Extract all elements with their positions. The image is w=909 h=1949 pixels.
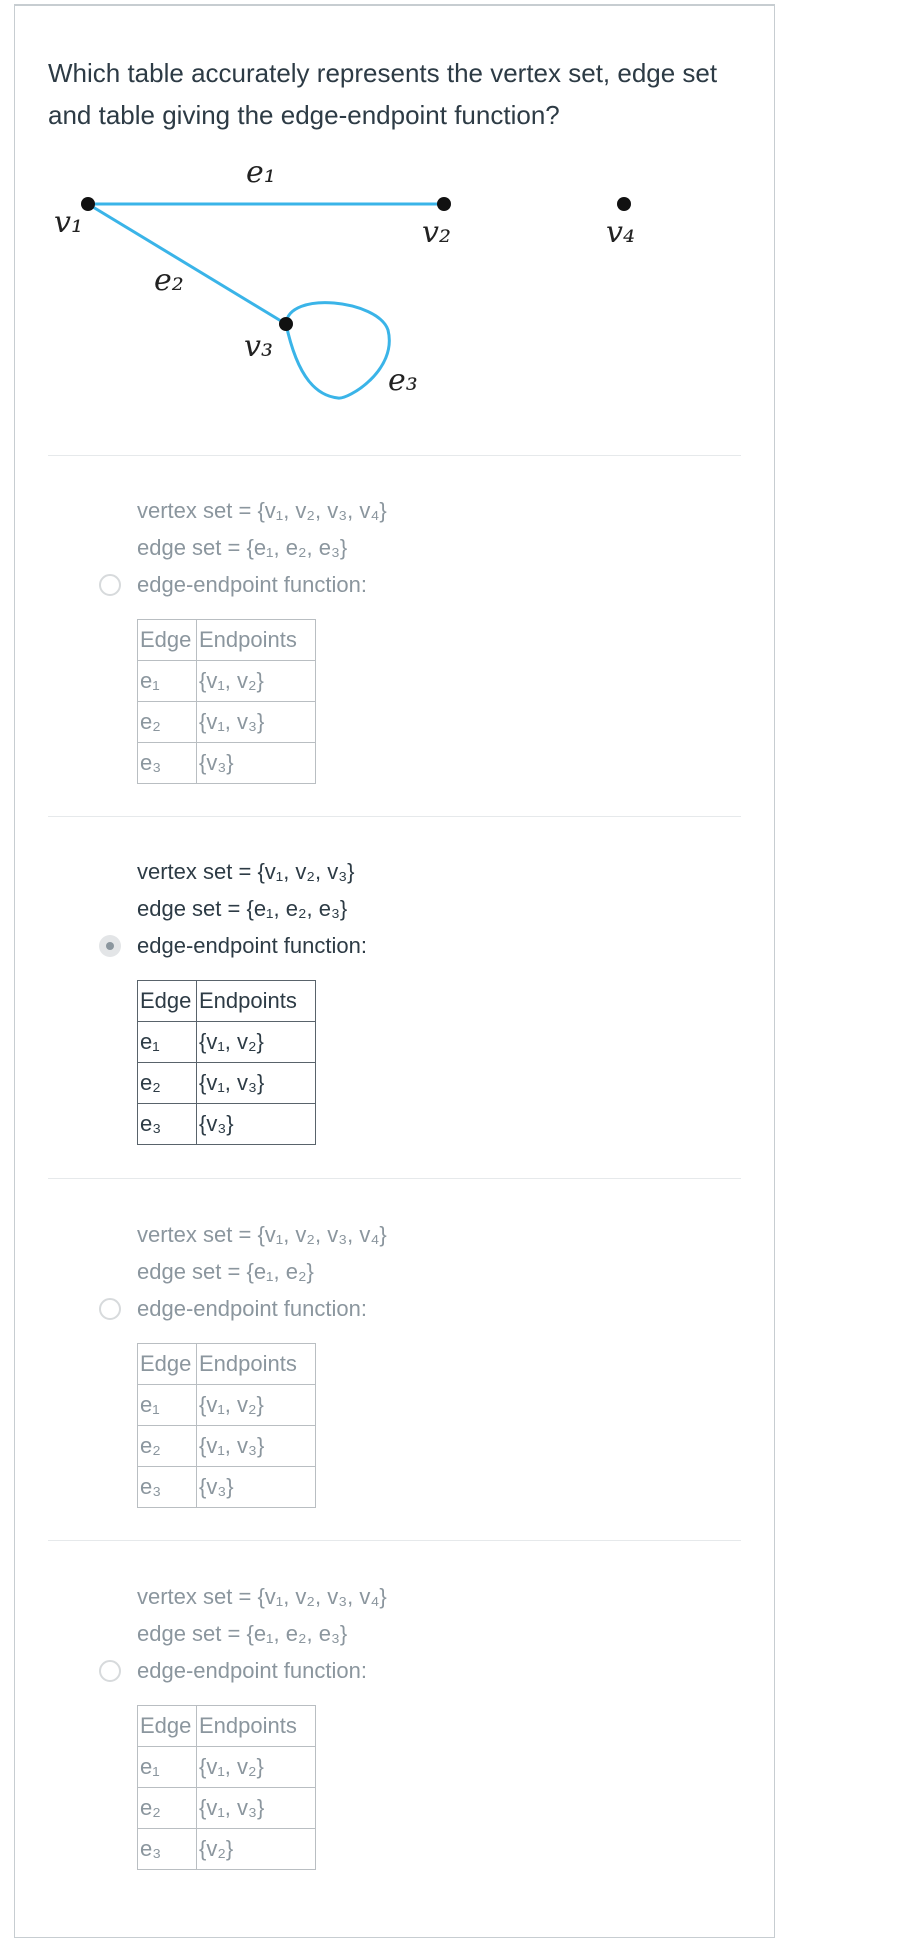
table-row (138, 1747, 316, 1788)
endpoints-cell: {v₁, v₃} (197, 1063, 316, 1104)
header-endpoints: Endpoints (197, 1706, 316, 1747)
label-v1: v₁ (54, 205, 83, 240)
table-row (138, 1022, 316, 1063)
edge-cell: e₂ (138, 1788, 197, 1829)
vertex-v4-group (590, 190, 660, 260)
endpoints-cell: {v₁, v₃} (197, 1788, 316, 1829)
header-edge: Edge (138, 620, 197, 661)
table-header-row (138, 620, 316, 661)
edge-cell: e₃ (138, 743, 197, 784)
edge-set-text: edge set = {e₁, e₂, e₃} (137, 1621, 348, 1646)
header-endpoints: Endpoints (197, 1344, 316, 1385)
table-row (138, 1788, 316, 1829)
label-e1: e₁ (246, 160, 276, 190)
edge-cell: e₁ (138, 661, 197, 702)
edge-cell: e₃ (138, 1467, 197, 1508)
vertex-set-text: vertex set = {v₁, v₂, v₃, v₄} (137, 1584, 387, 1609)
divider (48, 1178, 741, 1179)
table-header-row (138, 1344, 316, 1385)
function-label: edge-endpoint function: (137, 1658, 367, 1683)
edge-e3-loop (286, 303, 389, 398)
endpoints-cell: {v₁, v₂} (197, 1385, 316, 1426)
vertex-v3 (279, 317, 293, 331)
label-e2: e₂ (154, 263, 184, 298)
table-row (138, 743, 316, 784)
endpoints-cell: {v₃} (197, 1104, 316, 1145)
answer-radio-3[interactable] (99, 1298, 121, 1320)
question-text: Which table accurately represents the vertex set, edge set and table giving the edge-endpoint function? (48, 58, 718, 130)
table-row (138, 702, 316, 743)
edge-cell: e₂ (138, 1063, 197, 1104)
function-label: edge-endpoint function: (137, 933, 367, 958)
endpoint-table (137, 980, 316, 1145)
table-row (138, 1467, 316, 1508)
endpoints-cell: {v₁, v₃} (197, 702, 316, 743)
edge-e2 (88, 204, 286, 324)
endpoints-cell: {v₁, v₂} (197, 1022, 316, 1063)
header-edge: Edge (138, 981, 197, 1022)
edge-cell: e₂ (138, 702, 197, 743)
label-v3: v₃ (244, 329, 273, 364)
graph-diagram (48, 160, 568, 420)
vertex-v2 (437, 197, 451, 211)
endpoints-cell: {v₁, v₃} (197, 1426, 316, 1467)
header-edge: Edge (138, 1344, 197, 1385)
endpoints-cell: {v₃} (197, 1467, 316, 1508)
divider (48, 455, 741, 456)
edge-cell: e₃ (138, 1829, 197, 1870)
header-endpoints: Endpoints (197, 981, 316, 1022)
edge-set-text: edge set = {e₁, e₂} (137, 1259, 314, 1284)
table-row (138, 1063, 316, 1104)
header-endpoints: Endpoints (197, 620, 316, 661)
table-row (138, 1426, 316, 1467)
label-e3: e₃ (388, 363, 418, 398)
table-row (138, 1829, 316, 1870)
vertex-set-text: vertex set = {v₁, v₂, v₃, v₄} (137, 1222, 387, 1247)
divider (48, 1540, 741, 1541)
edge-cell: e₃ (138, 1104, 197, 1145)
answer-radio-2[interactable] (99, 935, 121, 957)
edge-cell: e₁ (138, 1747, 197, 1788)
edge-set-text: edge set = {e₁, e₂, e₃} (137, 535, 348, 560)
endpoints-cell: {v₁, v₂} (197, 661, 316, 702)
edge-set-text: edge set = {e₁, e₂, e₃} (137, 896, 348, 921)
edge-cell: e₁ (138, 1022, 197, 1063)
answer-radio-1[interactable] (99, 574, 121, 596)
edge-cell: e₂ (138, 1426, 197, 1467)
endpoints-cell: {v₃} (197, 743, 316, 784)
answer-radio-4[interactable] (99, 1660, 121, 1682)
label-v2: v₂ (422, 215, 451, 250)
endpoints-cell: {v₂} (197, 1829, 316, 1870)
divider (48, 816, 741, 817)
vertex-set-text: vertex set = {v₁, v₂, v₃, v₄} (137, 498, 387, 523)
table-row (138, 1104, 316, 1145)
vertex-v1 (81, 197, 95, 211)
table-row (138, 661, 316, 702)
vertex-v4-dot (617, 197, 631, 211)
label-v4: v₄ (606, 215, 635, 250)
endpoint-table (137, 619, 316, 784)
endpoint-table (137, 1343, 316, 1508)
table-header-row (138, 1706, 316, 1747)
endpoints-cell: {v₁, v₂} (197, 1747, 316, 1788)
edge-cell: e₁ (138, 1385, 197, 1426)
header-edge: Edge (138, 1706, 197, 1747)
function-label: edge-endpoint function: (137, 1296, 367, 1321)
table-header-row (138, 981, 316, 1022)
vertex-set-text: vertex set = {v₁, v₂, v₃} (137, 859, 355, 884)
endpoint-table (137, 1705, 316, 1870)
table-row (138, 1385, 316, 1426)
function-label: edge-endpoint function: (137, 572, 367, 597)
